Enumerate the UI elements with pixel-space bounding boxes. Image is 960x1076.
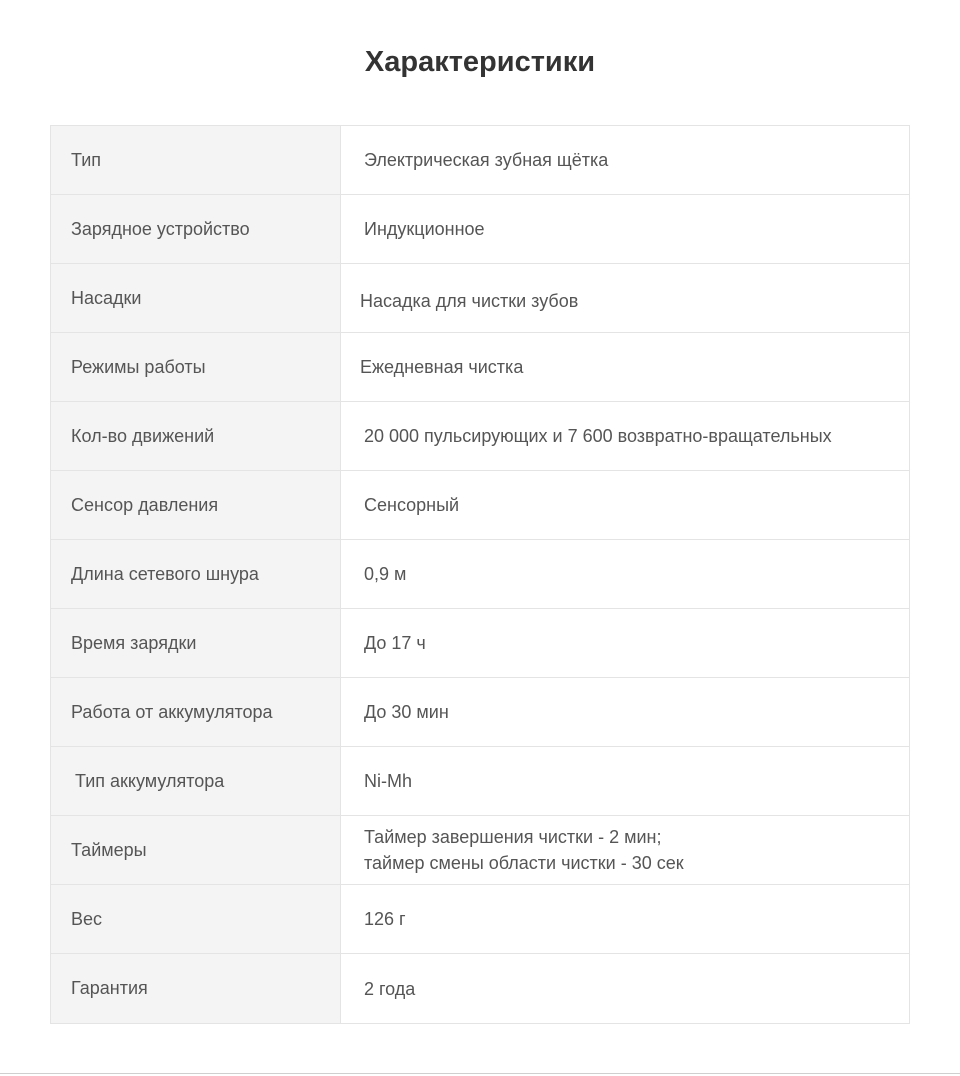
spec-label: Вес bbox=[51, 885, 341, 953]
spec-value: 2 года bbox=[364, 978, 416, 999]
spec-label: Режимы работы bbox=[51, 333, 341, 401]
spec-row-battery-type bbox=[51, 747, 909, 816]
spec-value: До 17 ч bbox=[364, 633, 426, 653]
spec-value: 0,9 м bbox=[364, 564, 407, 584]
spec-value: 20 000 пульсирующих и 7 600 возвратно-вращательных bbox=[364, 426, 832, 446]
spec-label: Время зарядки bbox=[51, 609, 341, 677]
spec-value: Ni-Mh bbox=[364, 771, 412, 791]
spec-label: Работа от аккумулятора bbox=[51, 678, 341, 746]
spec-label: Таймеры bbox=[51, 816, 341, 884]
spec-row-heads bbox=[51, 264, 909, 333]
spec-label: Кол-во движений bbox=[51, 402, 341, 470]
spec-row-charge-time bbox=[51, 609, 909, 678]
spec-label: Сенсор давления bbox=[51, 471, 341, 539]
spec-label: Насадки bbox=[51, 264, 341, 332]
spec-row-weight bbox=[51, 885, 909, 954]
spec-label: Гарантия bbox=[51, 954, 341, 1023]
specs-table bbox=[50, 125, 910, 1024]
spec-row-charger bbox=[51, 195, 909, 264]
spec-row-warranty bbox=[51, 954, 909, 1024]
spec-value: Ежедневная чистка bbox=[360, 357, 524, 377]
bottom-divider bbox=[0, 1073, 960, 1074]
spec-value: Таймер завершения чистки - 2 мин; таймер смены области чистки - 30 сек bbox=[364, 827, 684, 873]
spec-row-type bbox=[51, 126, 909, 195]
spec-row-battery-life bbox=[51, 678, 909, 747]
page-title: Характеристики bbox=[364, 46, 596, 78]
spec-label: Длина сетевого шнура bbox=[51, 540, 341, 608]
spec-value: До 30 мин bbox=[364, 702, 449, 722]
spec-value: Насадка для чистки зубов bbox=[360, 291, 579, 311]
spec-value: Сенсорный bbox=[364, 495, 460, 515]
spec-row-timers bbox=[51, 816, 909, 885]
spec-label: Тип bbox=[51, 126, 341, 194]
spec-row-modes bbox=[51, 333, 909, 402]
spec-value: Индукционное bbox=[364, 219, 485, 239]
spec-row-pressure-sensor bbox=[51, 471, 909, 540]
spec-row-movements bbox=[51, 402, 909, 471]
spec-label: Зарядное устройство bbox=[51, 195, 341, 263]
spec-value: Электрическая зубная щётка bbox=[364, 150, 609, 170]
spec-value: 126 г bbox=[364, 909, 406, 929]
spec-label: Тип аккумулятора bbox=[51, 747, 341, 815]
spec-row-cord-length bbox=[51, 540, 909, 609]
